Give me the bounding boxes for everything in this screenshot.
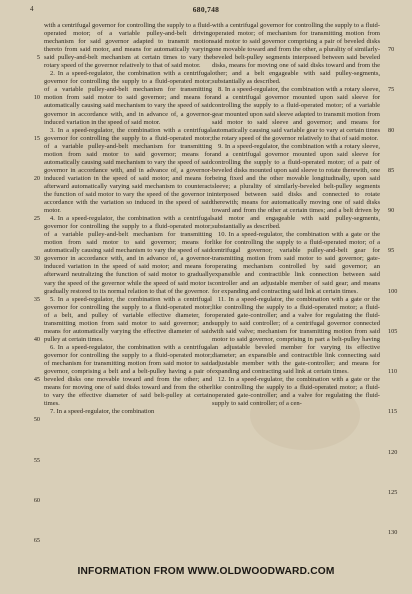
claim-paragraph: 8. In a speed-regulator, the combination with a rotary sleeve, and a centrifugal governor mounted upon said sleeve for controlling the supply to a fluid-operated motor; of a variable gear mounted upon said sleeve adapted to transmit motion from said motor to said sleeve and governor; and means for automatically causing said variable gear to vary at certain times the rotary speed of the governor relatively to that of said motor. xyxy=(212,86,380,142)
line-number: 115 xyxy=(388,408,398,416)
line-number: 30 xyxy=(33,255,40,263)
line-number: 40 xyxy=(33,335,40,343)
line-number: 15 xyxy=(33,134,40,142)
line-number: 85 xyxy=(388,166,395,174)
line-number: 75 xyxy=(388,86,395,94)
right-column xyxy=(212,22,380,408)
line-number: 20 xyxy=(33,174,40,182)
line-number: 60 xyxy=(33,496,40,504)
claim-paragraph: 9. In a speed-regulator, the combination with a rotary sleeve, and a centrifugal governor mounted upon said sleeve for controlling the supply to a fluid-operated motor; of a pair of beveled disks mounted upon said sleeve to rotate therewith, one being fixed and the other movable longitudinally, upon said sleeve; a plurality of similarly-beveled belt-pulley segments interposed between said disks and connected to rotate therewith; means for automatically moving one of said disks toward and from the other at certain times; and a belt driven by said motor and engageable with said pulley-segments, substantially as described. xyxy=(212,142,380,231)
claim-paragraph: 10. In a speed-regulator, the combination with a gate or the like for controlling the supply to a fluid-operated motor; of a centrifugal governor; variable pulley-and-belt gear for transmitting motion from said motor to said governor; gate-operating mechanism controlled by said governor; an expansible and contractible link connection between said controller and an adjustable member of said gear; and means for expanding and contracting said link at certain times. xyxy=(212,231,380,295)
line-number: 110 xyxy=(388,368,398,376)
line-number: 10 xyxy=(33,94,40,102)
line-number: 125 xyxy=(388,488,398,496)
line-number: 50 xyxy=(33,416,40,424)
line-number: 45 xyxy=(33,376,40,384)
claim-paragraph: 7. In a speed-regulator, the combination xyxy=(50,408,155,416)
claim-paragraph: 2. In a speed-regulator, the combination with a centrifugal governor for controlling the supply to a fluid-operated motor; of a variable pulley-and-belt mechanism for transmitting motion from said motor to said governor; and means for automatically causing said mechanism to vary the speed of said governor in accordance with, and in advance of, a governor-induced variation in the speed of said motor. xyxy=(44,70,212,126)
line-number: 65 xyxy=(33,537,40,545)
line-number: 80 xyxy=(388,126,395,134)
line-number: 90 xyxy=(388,207,395,215)
claim-paragraph: 4. In a speed-regulator, the combination with a centrifugal governor for controlling the supply to a fluid-operated motor; of a variable pulley-and-belt mechanism for transmitting motion from said motor to said governor; means for automatically causing said mechanism to vary the speed of said governor in accordance with, and in advance of, a governor-induced variation in the speed of said motor; and means for afterward neutralizing the function of said motor to gradually vary the speed of the governor while the speed of said motor is gradually restored to its normal relation to that of the governor. xyxy=(44,215,212,295)
left-column xyxy=(44,22,212,416)
claim-paragraph: 3. In a speed-regulator, the combination with a centrifugal governor for controlling the supply to a fluid-operated motor; of a variable pulley-and-belt mechanism for transmitting motion from said motor to said governor; means for automatically causing said mechanism to vary the speed of said governor in accordance with, and in advance of, a governor-induced variation in the speed of said motor; and means for afterward automatically varying said mechanism to counteract the function of said motor to vary the speed of the governor in accordance with the variation so induced in the speed of said motor. xyxy=(44,126,212,215)
line-number: 105 xyxy=(388,327,398,335)
line-number: 130 xyxy=(388,529,398,537)
claim-paragraph: 12. In a speed-regulator, the combination with a gate or the like controlling the supply to a fluid-operated motor; a fluid-operated gate-controller; and a valve for regulating the fluid-supply to said controller; of a cen- xyxy=(212,376,380,408)
claim-paragraph: 11. In a speed-regulator, the combination with a gate or the like controlling the supply to a fluid-operated motor; a fluid-operated gate-controller; and a valve for regulating the fluid-supply to said controller; of a centrifugal governor connected with said valve; mechanism for transmitting motion from said motor to said governor, comprising in part a belt-pulley having an adjustable beveled member for varying its effective diameter; an expansible and contractible link connecting said adjustable member with the gate-controller; and means for expanding and contracting said link at certain times. xyxy=(212,295,380,376)
page-number: 4 xyxy=(30,5,34,13)
line-number: 55 xyxy=(33,456,40,464)
line-number: 5 xyxy=(36,54,40,62)
line-number: 100 xyxy=(388,287,398,295)
line-number: 35 xyxy=(33,295,40,303)
line-number: 70 xyxy=(388,46,395,54)
line-number: 25 xyxy=(33,215,40,223)
page-header xyxy=(0,5,412,17)
claim-paragraph: 6. In a speed-regulator, the combination with a centrifugal governor for controlling the supply to a fluid-operated motor; of mechanism for transmitting motion from said motor to said governor, comprising a belt and a belt-pulley having a pair of beveled disks one movable toward and from the other; and means for moving one of said disks toward and from the other to vary the effective diameter of said belt-pulley at certain times. xyxy=(44,343,212,408)
claim-paragraph: with a centrifugal governor for controlling the supply to a fluid-operated motor; of mechanism for transmitting motion from said motor to said governor comprising a pair of beveled disks one movable toward and from the other, a plurality of similarly-beveled belt-pulley segments interposed between said beveled disks, means for moving one of said disks toward and from the other; and a belt engageable with said pulley-segments, substantially as described. xyxy=(212,22,380,86)
line-number: 95 xyxy=(388,247,395,255)
line-number: 120 xyxy=(388,448,398,456)
footer-source: INFORMATION FROM WWW.OLDWOODWARD.COM xyxy=(77,566,335,577)
claim-paragraph: with a centrifugal governor for controlling the supply to a fluid-operated motor; of a variable pulley-and-belt driving mechanism for said governor adapted to transmit motion thereto from said motor, and means for automatically varying said pulley-and-belt mechanism at certain times to vary the rotary speed of the governor relatively to that of said motor. xyxy=(44,22,212,70)
patent-number: 680,748 xyxy=(192,5,220,14)
claim-paragraph: 5. In a speed-regulator, the combination with a centrifugal governor for controlling the supply to a fluid-operated motor; of a belt, and pulley of variable effective diameter, for transmitting motion from said motor to said governor; and means for automatically varying the effective diameter of said pulley at certain times. xyxy=(44,295,212,343)
